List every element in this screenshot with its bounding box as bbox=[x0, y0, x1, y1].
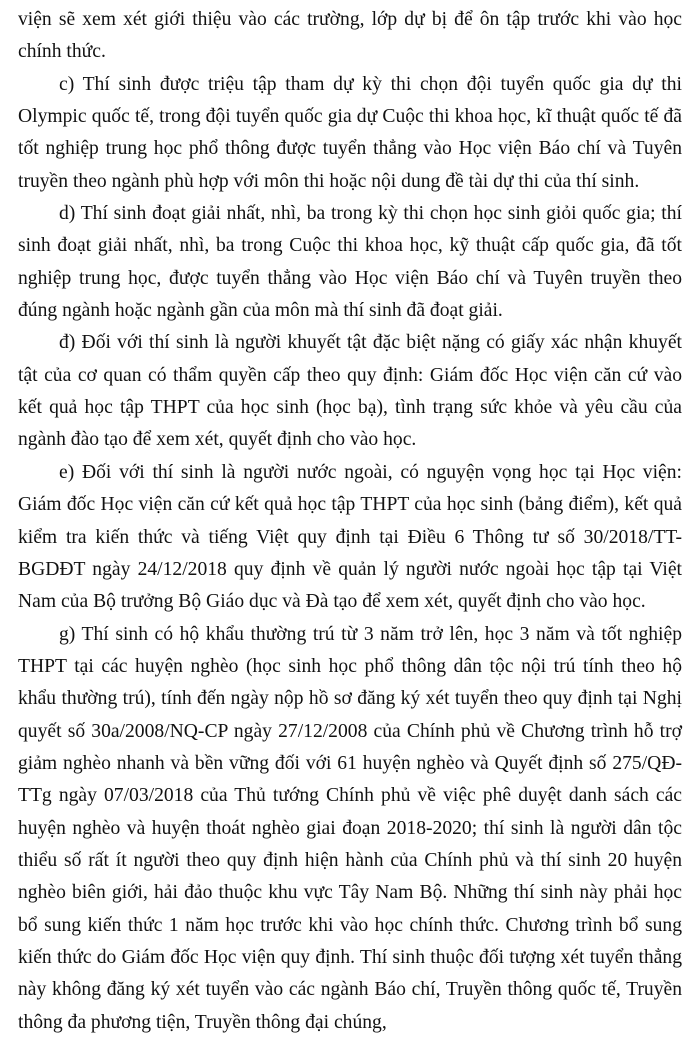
paragraph-intro-continuation: viện sẽ xem xét giới thiệu vào các trường, lớp dự bị để ôn tập trước khi vào học chính thức. bbox=[18, 9, 682, 63]
paragraph-e: e) Đối với thí sinh là người nước ngoài, có nguyện vọng học tại Học viện: Giám đốc Học viện căn cứ kết quả học tập THPT của học sinh (bảng điểm), kết quả kiểm tra kiến thức và tiếng Việt quy định tại Điều 6 Thông tư số 30/2018/TT-BGDĐT ngày 24/12/2018 quy định về quản lý người nước ngoài học tập tại Việt Nam của Bộ trưởng Bộ Giáo dục và Đà tạo để xem xét, quyết định cho vào học. bbox=[18, 461, 682, 613]
paragraph-c: c) Thí sinh được triệu tập tham dự kỳ thi chọn đội tuyển quốc gia dự thi Olympic quốc tế, trong đội tuyển quốc gia dự Cuộc thi khoa học, kĩ thuật quốc tế đã tốt nghiệp trung học phổ thông được tuyển thẳng vào Học viện Báo chí và Tuyên truyền theo ngành phù hợp với môn thi hoặc nội dung đề tài dự thi của thí sinh. bbox=[18, 73, 682, 192]
paragraph-dd: đ) Đối với thí sinh là người khuyết tật đặc biệt nặng có giấy xác nhận khuyết tật của cơ quan có thẩm quyền cấp theo quy định: Giám đốc Học viện căn cứ vào kết quả học tập THPT của học sinh (học bạ), tình trạng sức khỏe và yêu cầu của ngành đào tạo để xem xét, quyết định cho vào học. bbox=[18, 332, 682, 451]
paragraph-g: g) Thí sinh có hộ khẩu thường trú từ 3 năm trở lên, học 3 năm và tốt nghiệp THPT tại các huyện nghèo (học sinh học phổ thông dân tộc nội trú tính theo hộ khẩu thường trú), tính đến ngày nộp hồ sơ đăng ký xét tuyển theo quy định tại Nghị quyết số 30a/2008/NQ-CP ngày 27/12/2008 của Chính phủ về Chương trình hỗ trợ giảm nghèo nhanh và bền vững đối với 61 huyện nghèo và Quyết định số 275/QĐ-TTg ngày 07/03/2018 của Thủ tướng Chính phủ về việc phê duyệt danh sách các huyện nghèo và huyện thoát nghèo giai đoạn 2018-2020; thí sinh là người dân tộc thiểu số rất ít người theo quy định hiện hành của Chính phủ và thí sinh 20 huyện nghèo biên giới, hải đảo thuộc khu vực Tây Nam Bộ. Những thí sinh này phải học bổ sung kiến thức 1 năm học trước khi vào học chính thức. Chương trình bổ sung kiến thức do Giám đốc Học viện quy định. Thí sinh thuộc đối tượng xét tuyển thẳng này không đăng ký xét tuyển vào các ngành Báo chí, Truyền thông quốc tế, Truyền thông đa phương tiện, Truyền thông đại chúng, bbox=[18, 623, 682, 1033]
paragraph-d: d) Thí sinh đoạt giải nhất, nhì, ba trong kỳ thi chọn học sinh giỏi quốc gia; thí sinh đoạt giải nhất, nhì, ba trong Cuộc thi khoa học, kỹ thuật cấp quốc gia, đã tốt nghiệp trung học, được tuyển thẳng vào Học viện Báo chí và Tuyên truyền theo đúng ngành hoặc ngành gần của môn mà thí sinh đã đoạt giải. bbox=[18, 203, 682, 322]
